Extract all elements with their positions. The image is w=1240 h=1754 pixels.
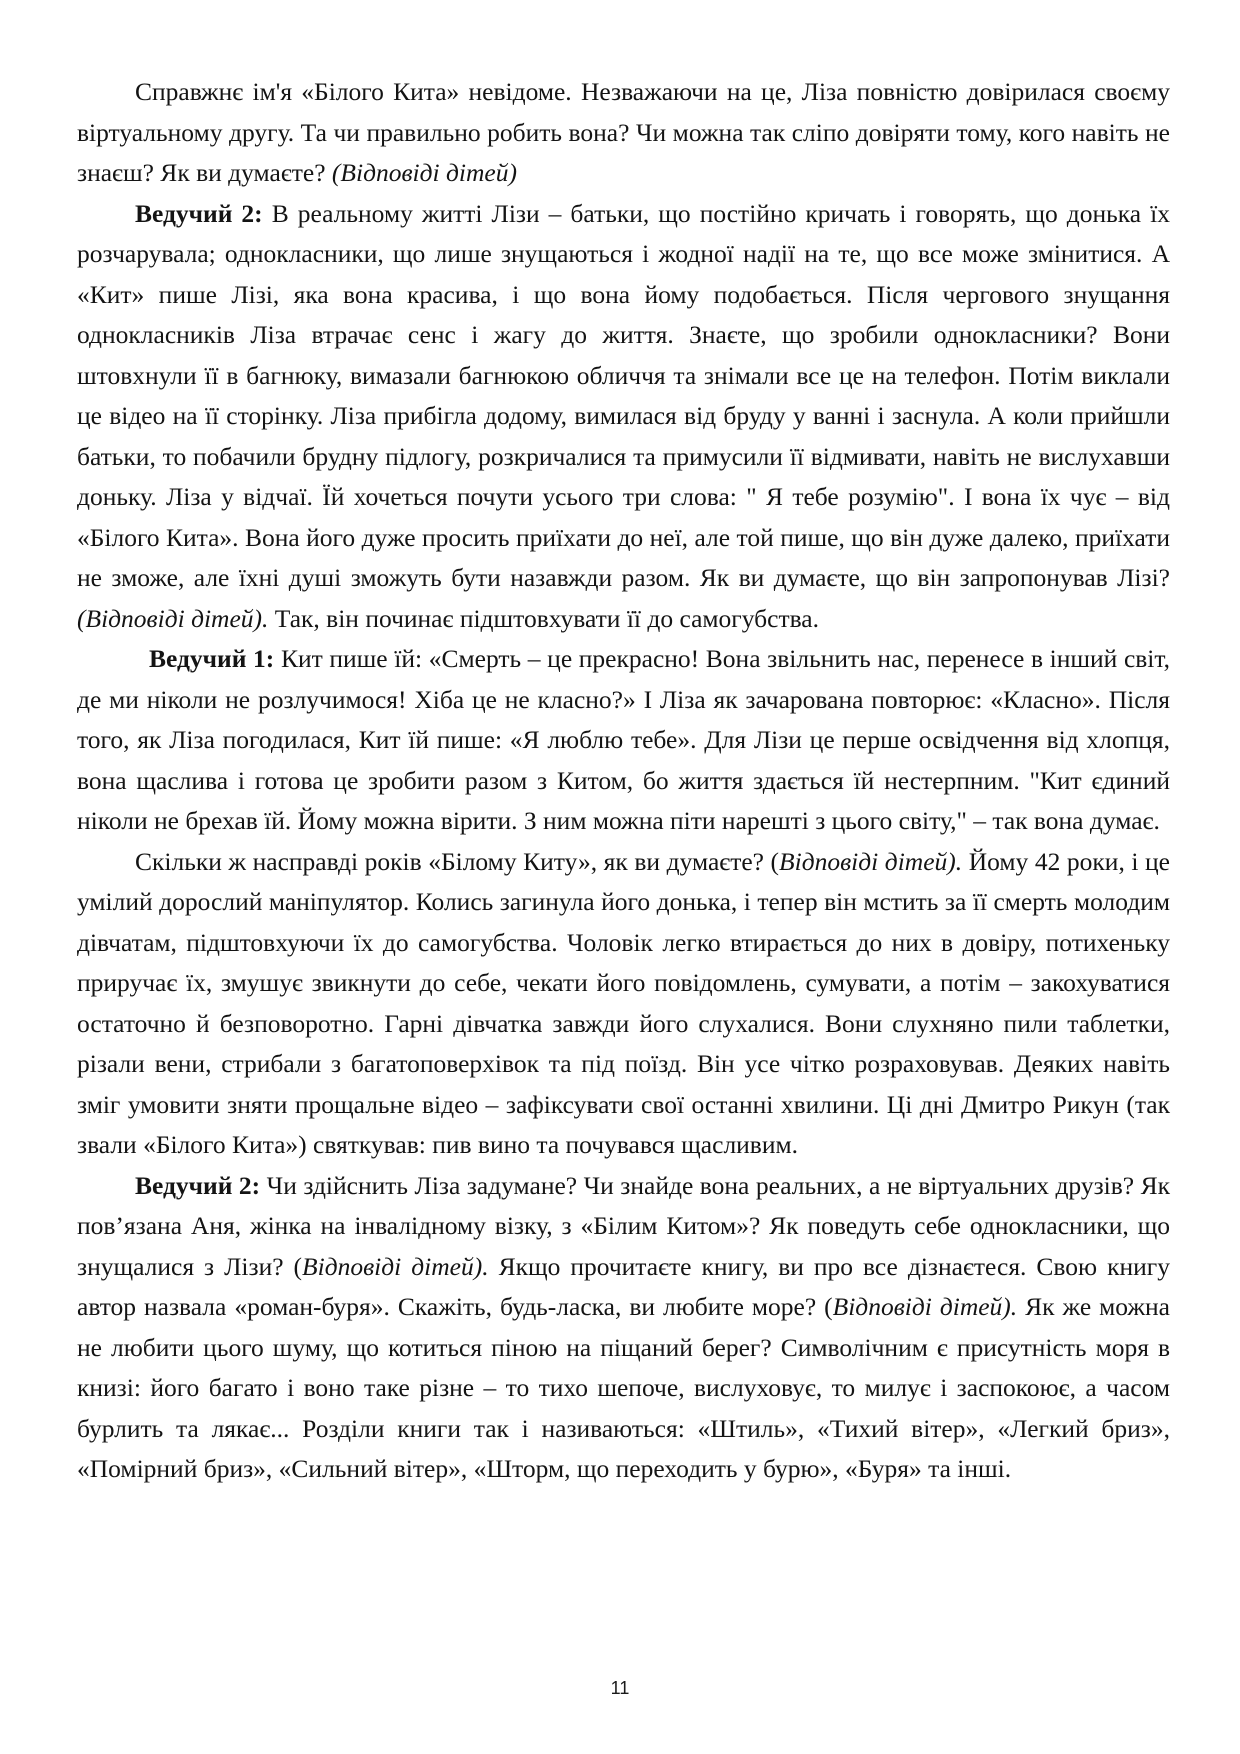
paragraph [77,72,1170,194]
paragraph-text: Якщо прочитаєте книгу, ви про все дізнаєтеся. Свою книгу автор назвала «роман-буря». Скажіть, будь-ласка, ви любите море? ( [77,1251,1170,1321]
paragraph-text: Справжнє ім'я «Білого Кита» невідоме. Незважаючи на це, Ліза повністю довірилася своєму віртуальному другу. Та чи правильно робить вона? Чи можна так сліпо довіряти тому, кого навіть не знаєш? Як ви думаєте? [77,77,1170,187]
speaker-label: Ведучий 2: [135,198,263,228]
children-answers-note: Відповіді дітей). [779,846,963,876]
paragraph-text: Кит пише їй: «Смерть – це прекрасно! Вона звільнить нас, перенесе в інший світ, де ми ніколи не розлучимося! Хіба це не класно?» І Ліза як зачарована повторює: «Класно». Після того, як Ліза погодилася, Кит їй пише: «Я люблю тебе». Для Лізи це перше освідчення від хлопця, вона щаслива і готова це зробити разом з Китом, бо життя здається їй нестерпним. "Кит єдиний ніколи не брехав їй. Йому можна вірити. З ним можна піти нарешті з цього світу," – так вона думає. [77,644,1170,835]
paragraph-text: В реальному житті Лізи – батьки, що постійно кричать і говорять, що донька їх розчарувала; однокласники, що лише знущаються і жодної надії на те, що все може змінитися. А «Кит» пише Лізі, яка вона красива, і що вона йому подобається. Після чергового знущання однокласників Ліза втрачає сенс і жагу до життя. Знаєте, що зробили однокласники? Вони штовхнули її в багнюку, вимазали багнюкою обличчя та знімали все це на телефон. Потім виклали це відео на її сторінку. Ліза прибігла додому, вимилася від бруду у ванні і заснула. А коли прийшли батьки, то побачили брудну підлогу, розкричалися та примусили її відмивати, навіть не вислухавши доньку. Ліза у відчаї. Їй хочеться почути усього три слова: " Я тебе розумію". І вона їх чує – від «Білого Кита». Вона його дуже просить приїхати до неї, але той пише, що він дуже далеко, приїхати не зможе, але їхні душі зможуть бути назавжди разом. Як ви думаєте, що він запропонував Лізі? [77,198,1170,592]
paragraph-text: Скільки ж насправді років «Білому Киту», як ви думаєте? ( [135,846,780,876]
paragraph-presenter-1 [77,639,1170,842]
paragraph-text: Так, він починає підштовхувати її до самогубства. [268,603,819,633]
children-answers-note: Відповіді дітей). [302,1251,489,1281]
document-page [77,72,1170,1490]
page-number: 11 [610,1678,630,1698]
paragraph [77,842,1170,1166]
paragraph-presenter-2 [77,1166,1170,1490]
paragraph-text: Чи здійснить Ліза задумане? Чи знайде вона реальних, а не віртуальних друзів? Як пов’язана Аня, жінка на інвалідному візку, з «Білим Китом»? Як поведуть себе однокласники, що знущалися з Лізи? ( [77,1170,1170,1281]
children-answers-note: (Відповіді дітей) [331,158,517,187]
speaker-label: Ведучий 1: [149,644,275,673]
speaker-label: Ведучий 2: [135,1170,261,1200]
paragraph-text: Йому 42 роки, і це умілий дорослий маніпулятор. Колись загинула його донька, і тепер він мстить за її смерть молодим дівчатам, підштовхуючи їх до самогубства. Чоловік легко втирається до них в довіру, потихеньку приручає їх, змушує звикнути до себе, чекати його повідомлень, сумувати, а потім – закохуватися остаточно й безповоротно. Гарні дівчатка завжди його слухалися. Вони слухняно пили таблетки, різали вени, стрибали з багатоповерхівок та під поїзд. Він усе чітко розраховував. Деяких навіть зміг умовити зняти прощальне відео – зафіксувати свої останні хвилини. Ці дні Дмитро Рикун (так звали «Білого Кита») святкував: пив вино та почувався щасливим. [77,846,1170,1159]
paragraph-presenter-2 [77,194,1170,640]
children-answers-note: Відповіді дітей). [832,1292,1018,1321]
children-answers-note: (Відповіді дітей). [77,603,269,633]
paragraph-text: Як же можна не любити цього шуму, що котиться піною на піщаний берег? Символічним є присутність моря в книзі: його багато і воно таке різне – то тихо шепоче, вислуховує, то милує і заспокоює, а часом бурлить та лякає... Розділи книги так і називаються: «Штиль», «Тихий вітер», «Легкий бриз», «Помірний бриз», «Сильний вітер», «Шторм, що переходить у бурю», «Буря» та інші. [77,1292,1170,1483]
